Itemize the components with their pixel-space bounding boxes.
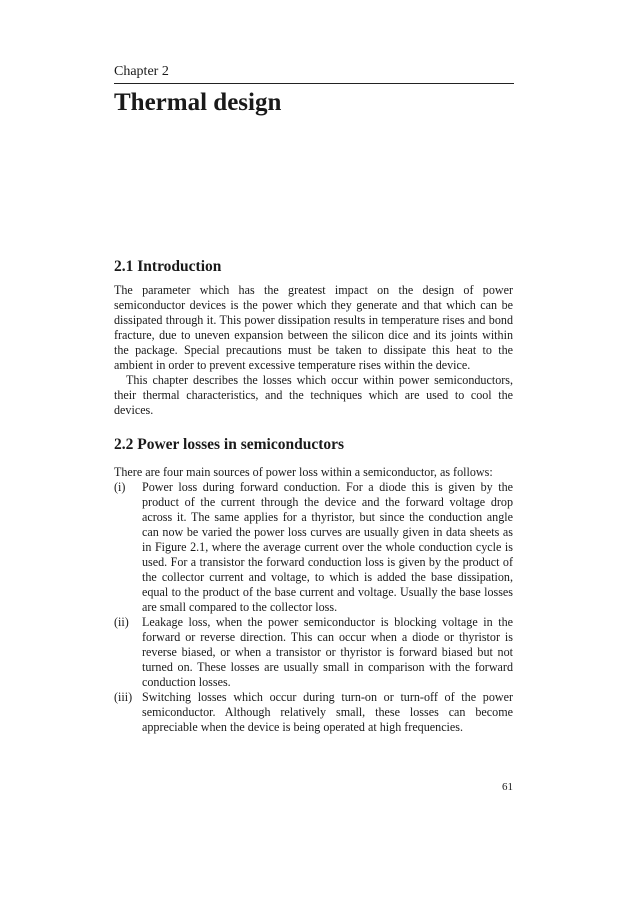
list-item (114, 480, 513, 615)
chapter-rule (114, 83, 514, 84)
list-item-number: (iii) (114, 690, 133, 704)
power-losses-body (114, 465, 513, 735)
chapter-label: Chapter 2 (114, 64, 169, 79)
list-item-number: (i) (114, 480, 126, 494)
list-item (114, 615, 513, 690)
section-heading-power-losses: 2.2 Power losses in semiconductors (114, 436, 345, 453)
list-item (114, 690, 513, 735)
chapter-title: Thermal design (114, 89, 282, 116)
list-item-text: Switching losses which occur during turn-on or turn-off of the power semiconductor. Although relatively small, these losses can become appreciable when the device is being operated at high frequencies. (142, 690, 513, 734)
paragraph: There are four main sources of power loss within a semiconductor, as follows: (114, 465, 493, 479)
section-heading-introduction: 2.1 Introduction (114, 258, 222, 275)
paragraph: The parameter which has the greatest impact on the design of power semiconductor devices is the power which they generate and that which can be dissipated through it. This power dissipation results in temperature rises and bond fracture, due to uneven expansion between the silicon dice and its joints within the package. Special precautions must be taken to dissipate this heat to the ambient in order to prevent excessive temperature rises within the device. (114, 283, 513, 372)
introduction-body (114, 283, 513, 418)
list-item-text: Leakage loss, when the power semiconductor is blocking voltage in the forward or reverse direction. This can occur when a diode or thyristor is reverse biased, or when a transistor or thyristor is forward biased but not turned on. These losses are usually small in comparison with the forward conduction losses. (142, 615, 513, 689)
paragraph: This chapter describes the losses which occur within power semiconductors, their thermal characteristics, and the techniques which are used to cool the devices. (114, 373, 513, 417)
page-number: 61 (502, 781, 513, 793)
list-item-text: Power loss during forward conduction. For a diode this is given by the product of the current through the device and the forward voltage drop across it. The same applies for a thyristor, but since the conduction angle can now be varied the power loss curves are usually given in data sheets as in Figure 2.1, where the average current over the whole conduction cycle is used. For a transistor the forward conduction loss is given by the product of the collector current and voltage, to which is added the base dissipation, equal to the product of the base current and voltage. Usually the base losses are small compared to the collector loss. (142, 480, 513, 614)
list-item-number: (ii) (114, 615, 129, 629)
